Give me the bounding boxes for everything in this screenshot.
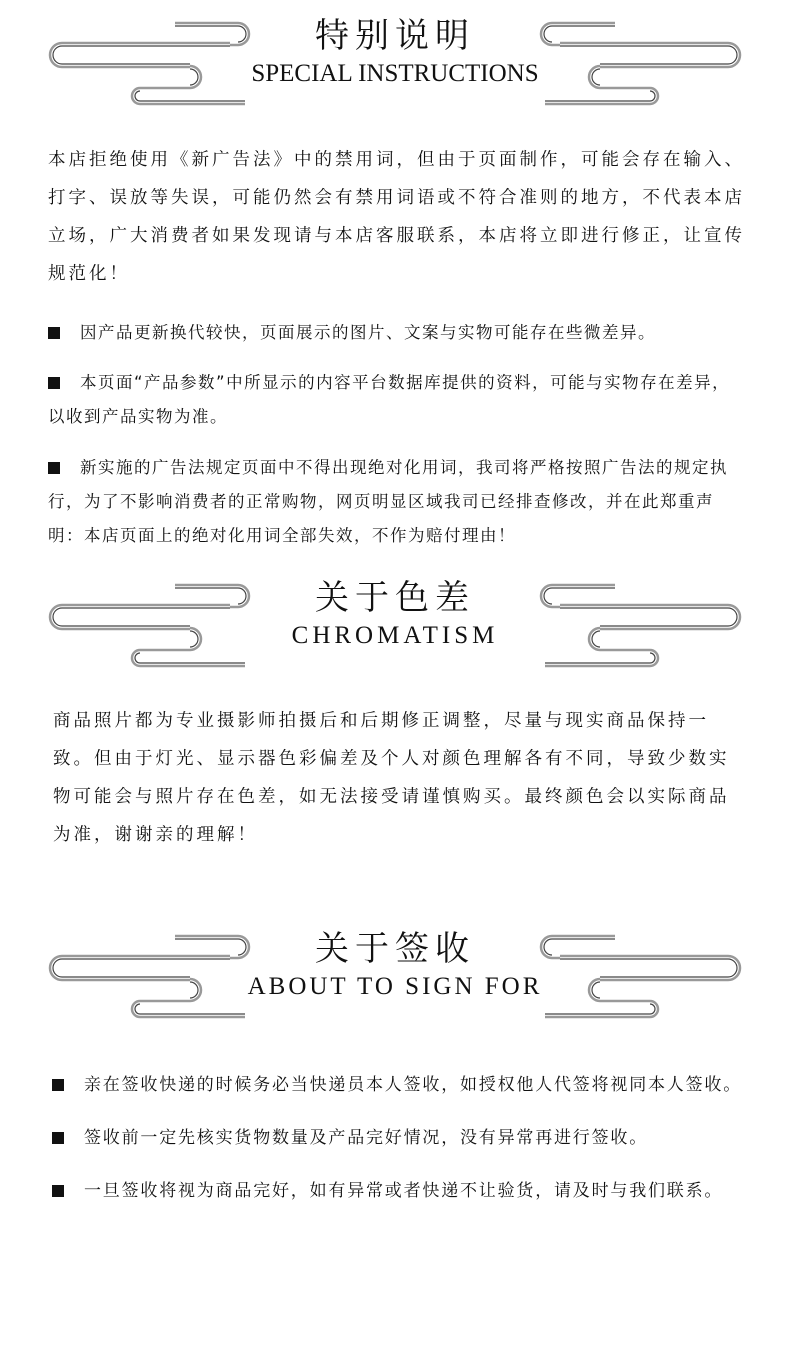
- section-special-instructions: [0, 0, 790, 545]
- square-bullet-icon: [52, 1185, 64, 1197]
- list-item: 亲在签收快递的时候务必当快递员本人签收，如授权他人代签将视同本人签收。: [52, 1067, 752, 1103]
- square-bullet-icon: [48, 462, 60, 474]
- list-item: 一旦签收将视为商品完好，如有异常或者快递不让验货，请及时与我们联系。: [52, 1173, 752, 1209]
- section-title-cn: 关于签收: [315, 929, 475, 969]
- section-title-en: CHROMATISM: [291, 622, 499, 649]
- section-header: [0, 0, 790, 115]
- square-bullet-icon: [52, 1079, 64, 1091]
- list-item: 因产品更新换代较快，页面展示的图片、文案与实物可能存在些微差异。: [48, 316, 748, 350]
- bullet-list: [48, 299, 748, 569]
- section-title-cn: 关于色差: [315, 578, 475, 618]
- list-item: 签收前一定先核实货物数量及产品完好情况，没有异常再进行签收。: [52, 1120, 752, 1156]
- section-header: [0, 913, 790, 1028]
- square-bullet-icon: [48, 377, 60, 389]
- intro-paragraph: 商品照片都为专业摄影师拍摄后和后期修正调整，尽量与现实商品保持一致。但由于灯光、显示器色彩偏差及个人对颜色理解各有不同，导致少数实物可能会与照片存在色差，如无法接受请谨慎购买。最终颜色会以实际商品为准，谢谢亲的理解！: [53, 711, 730, 845]
- square-bullet-icon: [52, 1132, 64, 1144]
- list-item: 新实施的广告法规定页面中不得出现绝对化用词，我司将严格按照广告法的规定执行，为了不影响消费者的正常购物，网页明显区域我司已经排查修改，并在此郑重声明：本店页面上的绝对化用词全部失效，不作为赔付理由！: [48, 457, 728, 545]
- list-item: 本页面“产品参数”中所显示的内容平台数据库提供的资料，可能与实物存在差异，以收到产品实物为准。: [48, 373, 731, 426]
- section-title-en: ABOUT TO SIGN FOR: [247, 973, 543, 1000]
- intro-paragraph: 本店拒绝使用《新广告法》中的禁用词，但由于页面制作，可能会存在输入、打字、误放等失误，可能仍然会有禁用词语或不符合准则的地方，不代表本店立场，广大消费者如果发现请与本店客服联系，本店将立即进行修正，让宣传规范化！: [48, 150, 745, 284]
- bullet-list: [52, 1050, 752, 1226]
- square-bullet-icon: [48, 327, 60, 339]
- section-header: [0, 562, 790, 677]
- section-title-cn: 特别说明: [315, 16, 475, 56]
- section-chromatism: [0, 562, 790, 845]
- section-title-en: SPECIAL INSTRUCTIONS: [251, 60, 539, 87]
- section-sign-for: [0, 913, 790, 1201]
